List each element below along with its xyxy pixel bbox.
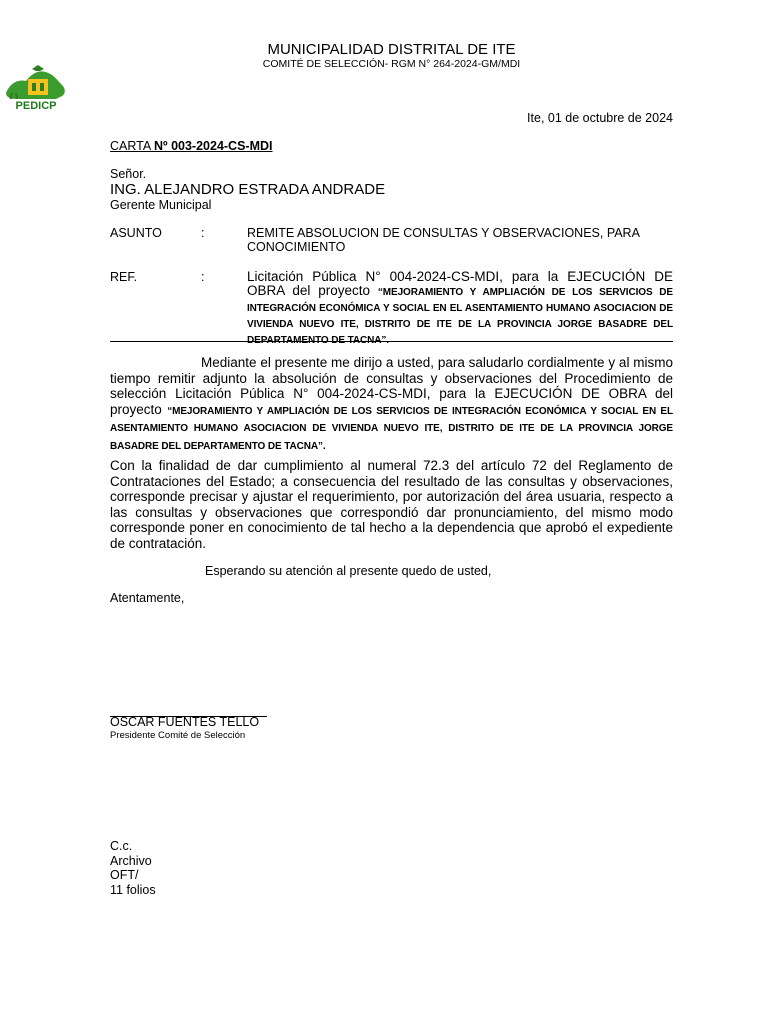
copy-list xyxy=(110,839,156,897)
separator-line xyxy=(110,341,673,342)
pedicp-logo xyxy=(2,63,70,113)
cc-line: Archivo xyxy=(110,853,152,868)
ref-label: REF. xyxy=(110,270,138,284)
letter-date: Ite, 01 de octubre de 2024 xyxy=(527,111,673,125)
body-paragraph-1 xyxy=(110,355,673,454)
ref-text xyxy=(247,270,673,348)
carta-prefix: CARTA xyxy=(110,139,154,153)
asunto-text: REMITE ABSOLUCION DE CONSULTAS Y OBSERVACIONES, PARA CONOCIMIENTO xyxy=(247,226,640,254)
sign-off: Atentamente, xyxy=(110,591,185,605)
cc-line: OFT/ xyxy=(110,868,139,882)
cc-line: C.c. xyxy=(110,839,133,853)
ref-colon: : xyxy=(201,270,205,284)
signatory-role: Presidente Comité de Selección xyxy=(110,730,246,741)
logo-wordmark: PEDICP xyxy=(15,100,57,112)
ref-text-plain: Licitación Pública N° 004-2024-CS-MDI, para la EJECUCIÓN DE OBRA del proyecto xyxy=(247,269,673,298)
recipient-name: ING. ALEJANDRO ESTRADA ANDRADE xyxy=(110,181,386,198)
recipient-role: Gerente Municipal xyxy=(110,198,212,212)
signatory-name: OSCAR FUENTES TELLO xyxy=(110,715,260,729)
cc-line: 11 folios xyxy=(110,882,156,897)
body-paragraph-2: Con la finalidad de dar cumplimiento al numeral 72.3 del artículo 72 del Reglamento de Contrataciones del Estado; a consecuencia del resultado de las consultas y observaciones, corresponde precisar y ajustar el requerimiento, por autorización del área usuaria, respecto a las consultas y observaciones que correspondió dar pronunciamiento, del mismo modo corresponde poner en conocimiento de tal hecho a la dependencia que aprobó el expediente de contratación. xyxy=(110,458,673,551)
body-paragraph-1-bold: “MEJORAMIENTO Y AMPLIACIÓN DE LOS SERVICIOS DE INTEGRACIÓN ECONÓMICA Y SOCIAL EN EL ASENTAMIENTO HUMANO ASOCIACION DE VIVIENDA NUEVO ITE, DISTRITO DE ITE DE LA PROVINCIA JORGE BASADRE DEL DEPARTAMENTO DE TACNA”. xyxy=(110,405,674,452)
salutation: Señor. xyxy=(110,167,147,181)
organization-subtitle: COMITÉ DE SELECCIÓN- RGM N° 264-2024-GM/MDI xyxy=(262,58,521,70)
body-paragraph-1-plain: Mediante el presente me dirijo a usted, para saludarlo cordialmente y al mismo tiempo remitir adjunto la absolución de consultas y observaciones del Procedimiento de selección Licitación Pública N° 004-2024-CS-MDI, para la EJECUCIÓN DE OBRA del proyecto xyxy=(110,355,673,417)
asunto-colon: : xyxy=(201,226,205,240)
asunto-label: ASUNTO xyxy=(110,226,162,240)
closing-line: Esperando su atención al presente quedo de usted, xyxy=(205,564,492,578)
letter-reference-number xyxy=(110,139,273,153)
carta-number: Nº 003-2024-CS-MDI xyxy=(154,139,273,153)
organization-title: MUNICIPALIDAD DISTRITAL DE ITE xyxy=(267,41,516,58)
ref-text-bold: “MEJORAMIENTO Y AMPLIACIÓN DE LOS SERVICIOS DE INTEGRACIÓN ECONÓMICA Y SOCIAL EN EL ASENTAMIENTO HUMANO ASOCIACION DE VIVIENDA NUEVO ITE, DISTRITO DE ITE DE LA PROVINCIA JORGE BASADRE DEL DEPARTAMENTO DE TACNA”. xyxy=(247,287,673,346)
